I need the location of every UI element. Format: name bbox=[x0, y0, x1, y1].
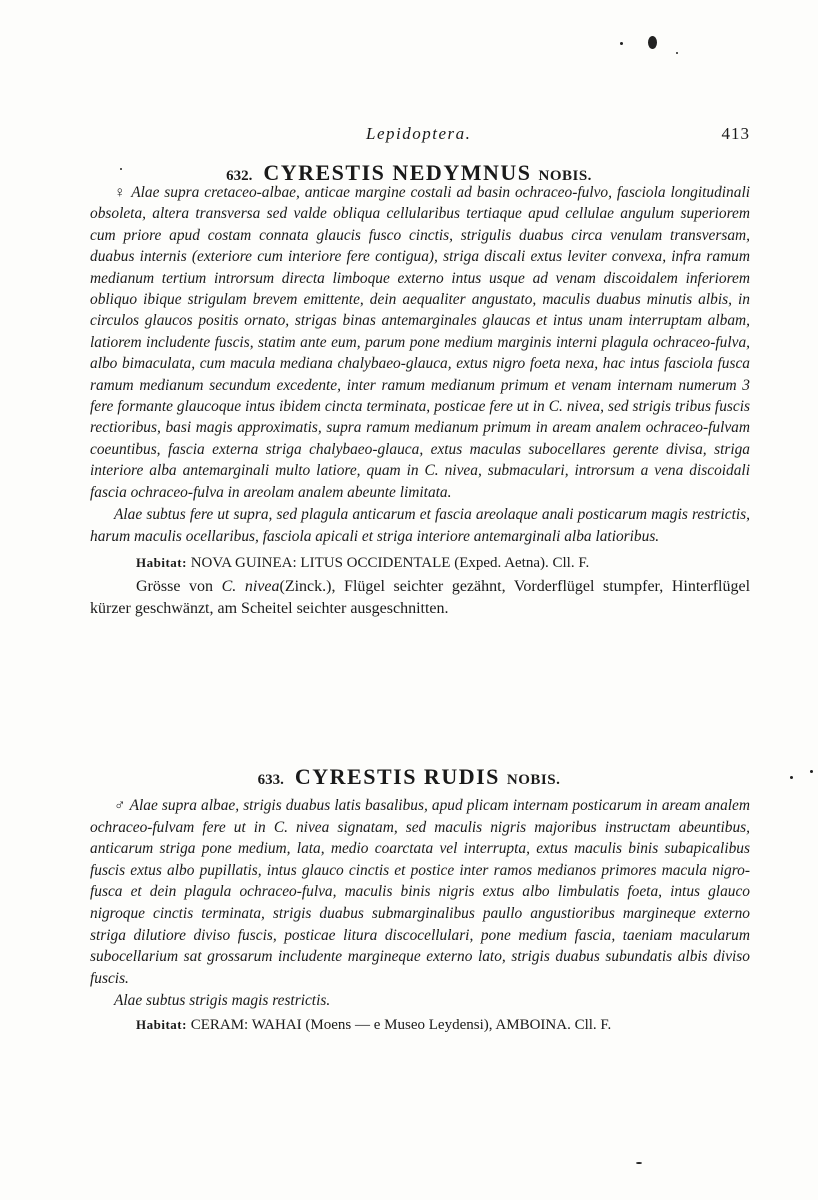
description-upperside: ♀ Alae supra cretaceo-albae, anticae margine costali ad basin ochraceo-fulvo, fasciola longitudinali obsoleta, altera transversa sed valde obliqua cellularibus tertiaque apud cellulae angulum superiorem cum priore apud costam connata glaucis fusco cinctis, strigulis duabus circa venulam transversam, duabus internis (exteriore cum interiore fere contigua), striga discali extus leviter convexa, infra ramum medianum tertium introrsum directa limboque externo intus usque ad venam discoidalem inferiorem obliquo ibique strigulam brevem emittente, dein aequaliter angustato, maculis duabus minutis albis, in circulos glaucos positis ornato, strigas binas antemarginales glaucas et intus unam interruptam albam, latiorem includente fuscis, statim ante eum, parum pone medium marginis interni plagula ochraceo-fulva, albo bimaculata, cum macula mediana chalybaeo-glauca, extus nigro foeta nexa, hac intus fasciola fusca ramum medianum secundum excedente, inter ramum medianum primum et venam internam numerum 3 fere formante glaucoque intus ibidem cincta terminata, posticae fere ut in C. nivea, sed strigis tribus fuscis rectioribus, basi magis approximatis, supra ramum medianum primum in aream analem ochraceo-fulvam coeuntibus, fascia externa striga chalybaeo-glauca, extus maculas subocellares gerente divisa, striga interiore alba antemarginali multo latiore, quam in C. nivea, submaculari, introrsum a vena discoidali fascia ochraceo-fulva in areolam analem abeunte limitata. bbox=[90, 184, 750, 501]
species-author: NOBIS. bbox=[538, 168, 592, 184]
ink-speck bbox=[620, 42, 623, 45]
german-note bbox=[90, 576, 750, 620]
species-633-body bbox=[90, 795, 750, 1036]
species-name: CYRESTIS RUDIS bbox=[294, 764, 500, 789]
ink-speck bbox=[648, 36, 657, 49]
species-title-633 bbox=[0, 764, 818, 790]
ink-speck bbox=[790, 776, 793, 779]
ink-speck bbox=[676, 52, 678, 54]
running-head: Lepidoptera. bbox=[366, 124, 472, 143]
habitat-text: CERAM: WAHAI (Moens — e Museo Leydensi), AMBOINA. Cll. F. bbox=[190, 1016, 612, 1033]
habitat-label: Habitat: bbox=[136, 554, 187, 570]
ink-speck bbox=[810, 770, 813, 773]
ink-speck bbox=[120, 168, 122, 170]
page-number: 413 bbox=[721, 124, 750, 143]
ink-speck bbox=[636, 1162, 642, 1164]
species-632-body bbox=[90, 182, 750, 620]
description-underside: Alae subtus strigis magis restrictis. bbox=[114, 992, 331, 1010]
note-prefix: Grösse von bbox=[136, 577, 214, 595]
habitat-label: Habitat: bbox=[136, 1016, 187, 1032]
species-number: 633. bbox=[257, 772, 284, 788]
note-species: C. nivea bbox=[221, 577, 280, 595]
habitat-line bbox=[90, 1014, 750, 1036]
habitat-line bbox=[90, 552, 750, 574]
species-number: 632. bbox=[226, 168, 253, 184]
species-name: CYRESTIS NEDYMNUS bbox=[263, 160, 532, 185]
page-header bbox=[90, 124, 750, 148]
description-underside: Alae subtus fere ut supra, sed plagula anticarum et fascia areolaque anali posticarum magis restrictis, harum maculis ocellaribus, fasciola apicali et striga interiore antemarginali alba latioribus. bbox=[90, 506, 750, 545]
description-upperside: ♂ Alae supra albae, strigis duabus latis basalibus, apud plicam internam posticarum in aream analem ochraceo-fulvam fere ut in C. nivea signatam, sed maculis nigris majoribus instructam abeuntibus, anticarum striga pone medium, lata, medio coarctata vel interrupta, extus maculis binis subapicalibus fuscis extus albo pupillatis, intus glauco cinctis et postice inter ramos medianos primores macula nigro-fusca et dein plagula ochraceo-fulva, maculis binis nigris extus albo limbulatis foeta, intus glauco nigroque cinctis terminata, strigis duabus submarginalibus paullo angustioribus margineque externo striga dilutiore diviso fuscis, posticae litura discocellulari, pone medium fascia, taeniam macularum subocellarium sat grossarum includente margineque externo lato, strigis duabus subundatis albis diviso fuscis. bbox=[90, 797, 750, 987]
note-rest: (Zinck.), Flügel seichter gezähnt, Vorderflügel stumpfer, Hinterflügel kürzer geschwänzt, am Scheitel seichter ausgeschnitten. bbox=[90, 577, 751, 617]
habitat-text: NOVA GUINEA: LITUS OCCIDENTALE (Exped. Aetna). Cll. F. bbox=[190, 554, 590, 571]
species-author: NOBIS. bbox=[506, 772, 561, 788]
